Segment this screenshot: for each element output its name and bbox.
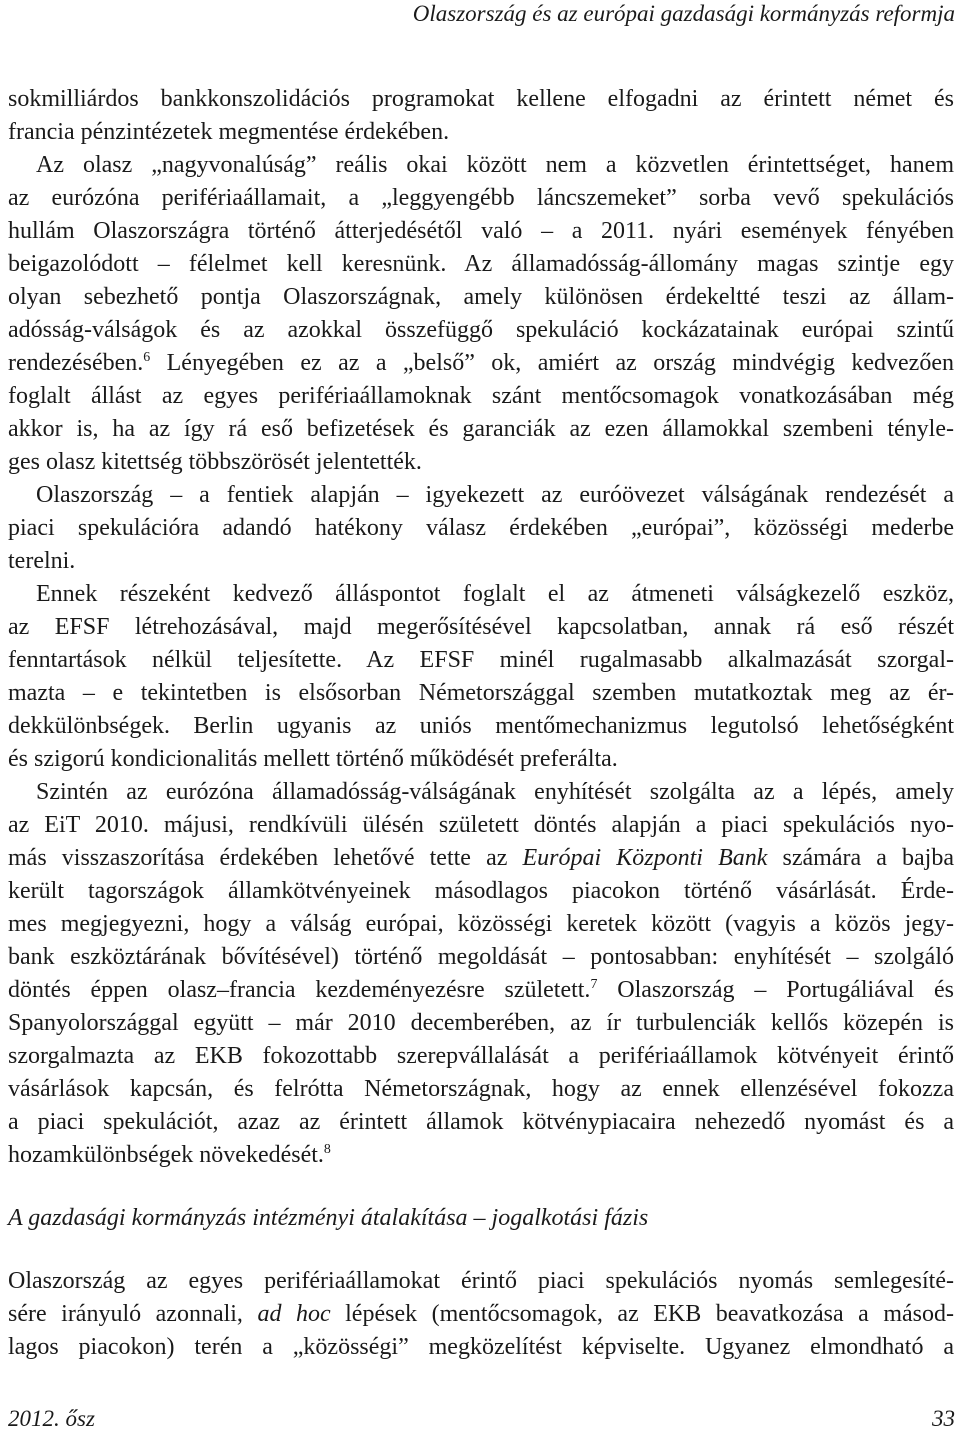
line-text: Lényegében ez az a „belső” ok, amiért az ország mindvégig kedvezően bbox=[150, 350, 954, 376]
body-line: Szintén az eurózóna államadósság-válságának enyhítését szolgálta az a lépés, amely bbox=[36, 779, 954, 805]
line-text: rendezésében. bbox=[8, 350, 144, 376]
body-line: mazta – e tekintetben is elsősorban Németországgal szemben mutatkoztak meg az ér- bbox=[8, 680, 954, 706]
page-number: 33 bbox=[932, 1406, 955, 1431]
body-line: vásárlások kapcsán, és felrótta Németországnak, hogy az ennek ellenzésével fokozza bbox=[8, 1076, 954, 1102]
body-line: foglalt állást az egyes perifériaállamoknak szánt mentőcsomagok vonatkozásában még bbox=[8, 383, 954, 409]
line-text: más visszaszorítása érdekében lehetővé tette az bbox=[8, 845, 523, 871]
body-line: szorgalmazta az EKB fokozottabb szerepvállalását a perifériaállamok kötvényeit érintő bbox=[8, 1043, 954, 1069]
body-line: beigazolódott – félelmet kell keresnünk. Az államadósság-állomány magas szintje egy bbox=[8, 251, 954, 277]
body-line bbox=[8, 347, 954, 380]
body-line: akkor is, ha az így rá eső befizetések és garanciák az ezen államokkal szembeni tényle- bbox=[8, 416, 954, 442]
italic-term: Európai Központi Bank bbox=[522, 845, 768, 871]
body-line: Az olasz „nagyvonalúság” reális okai között nem a közvetlen érintettséget, hanem bbox=[36, 152, 954, 178]
running-head: Olaszország és az európai gazdasági kormányzás reformja bbox=[412, 1, 955, 26]
paragraph bbox=[8, 479, 954, 578]
body-line: Spanyolországgal együtt – már 2010 decemberében, az ír turbulenciák kellős közepén is bbox=[8, 1010, 954, 1036]
body-line bbox=[8, 974, 954, 1007]
line-text: döntés éppen olasz–francia kezdeményezésre született. bbox=[8, 977, 591, 1003]
page-footer bbox=[8, 1405, 955, 1433]
body-line: dekkülönbségek. Berlin ugyanis az uniós mentőmechanizmus legutolsó lehetőségként bbox=[8, 713, 954, 739]
body-line: terelni. bbox=[8, 548, 76, 574]
paragraph bbox=[8, 83, 954, 149]
body-line: mes megjegyezni, hogy a válság európai, közösségi keretek között (vagyis a közös jegy- bbox=[8, 911, 954, 937]
section-heading: A gazdasági kormányzás intézményi átalakítása – jogalkotási fázis bbox=[8, 1205, 649, 1231]
line-text: hozamkülönbségek növekedését. bbox=[8, 1142, 324, 1168]
line-text: számára a bajba bbox=[767, 845, 954, 871]
footnote-ref: 6 bbox=[143, 350, 151, 365]
body-line: Olaszország az egyes perifériaállamokat érintő piaci spekulációs nyomás semlegesíté- bbox=[8, 1268, 954, 1294]
line-text: Olaszország – Portugáliával és bbox=[597, 977, 954, 1003]
body-line: olyan sebezhető pontja Olaszországnak, amely különösen érdekeltté teszi az állam- bbox=[8, 284, 954, 310]
body-line: bank eszköztárának bővítésével) történő megoldását – pontosabban: enyhítését – szolgáló bbox=[8, 944, 954, 970]
paragraph bbox=[8, 149, 954, 479]
footnote-ref: 7 bbox=[590, 977, 598, 992]
italic-term: ad hoc bbox=[257, 1301, 331, 1327]
body-line: és szigorú kondicionalitás mellett történő működését preferálta. bbox=[8, 746, 618, 772]
line-text: lépések (mentőcsomagok, az EKB beavatkozása a másod- bbox=[330, 1301, 954, 1327]
body-line: adósság-válságok és az azokkal összefüggő spekuláció kockázatainak európai szintű bbox=[8, 317, 954, 343]
paragraph bbox=[8, 1265, 954, 1364]
body-line: fenntartások nélkül teljesítette. Az EFSF minél rugalmasabb alkalmazását szorgal- bbox=[8, 647, 954, 673]
body-line bbox=[8, 842, 954, 875]
body-line: az EFSF létrehozásával, majd megerősítésével kapcsolatban, annak rá eső részét bbox=[8, 614, 954, 640]
body-line bbox=[8, 1298, 954, 1331]
body-line: a piaci spekulációt, azaz az érintett államok kötvénypiacaira nehezedő nyomást és a bbox=[8, 1109, 954, 1135]
issue-label: 2012. ősz bbox=[8, 1406, 95, 1431]
body-line: francia pénzintézetek megmentése érdekében. bbox=[8, 119, 450, 145]
body-line: hullám Olaszországra történő átterjedésétől való – a 2011. nyári események fényében bbox=[8, 218, 954, 244]
line-text: sére irányuló azonnali, bbox=[8, 1301, 258, 1327]
body-line: piaci spekulációra adandó hatékony válasz érdekében „európai”, közösségi mederbe bbox=[8, 515, 954, 541]
body-line: ges olasz kitettség többszörösét jelentették. bbox=[8, 449, 422, 475]
body-line: került tagországok államkötvényeinek másodlagos piacokon történő vásárlását. Érde- bbox=[8, 878, 954, 904]
body-line: sokmilliárdos bankkonszolidációs programokat kellene elfogadni az érintett német és bbox=[8, 86, 954, 112]
paragraph bbox=[8, 776, 954, 1172]
body-line: Olaszország – a fentiek alapján – igyekezett az euróövezet válságának rendezését a bbox=[36, 482, 954, 508]
body-line bbox=[8, 1139, 954, 1172]
footnote-ref: 8 bbox=[323, 1142, 331, 1157]
body-line: lagos piacokon) terén a „közösségi” megközelítést képviselte. Ugyanez elmondható a bbox=[8, 1334, 954, 1360]
paragraph bbox=[8, 578, 954, 776]
body-line: az eurózóna perifériaállamait, a „leggyengébb láncszemeket” sorba vevő spekulációs bbox=[8, 185, 954, 211]
article-body bbox=[8, 83, 954, 1364]
body-line: az EiT 2010. májusi, rendkívüli ülésén született döntés alapján a piaci spekulációs nyo- bbox=[8, 812, 954, 838]
body-line: Ennek részeként kedvező álláspontot foglalt el az átmeneti válságkezelő eszköz, bbox=[36, 581, 954, 607]
